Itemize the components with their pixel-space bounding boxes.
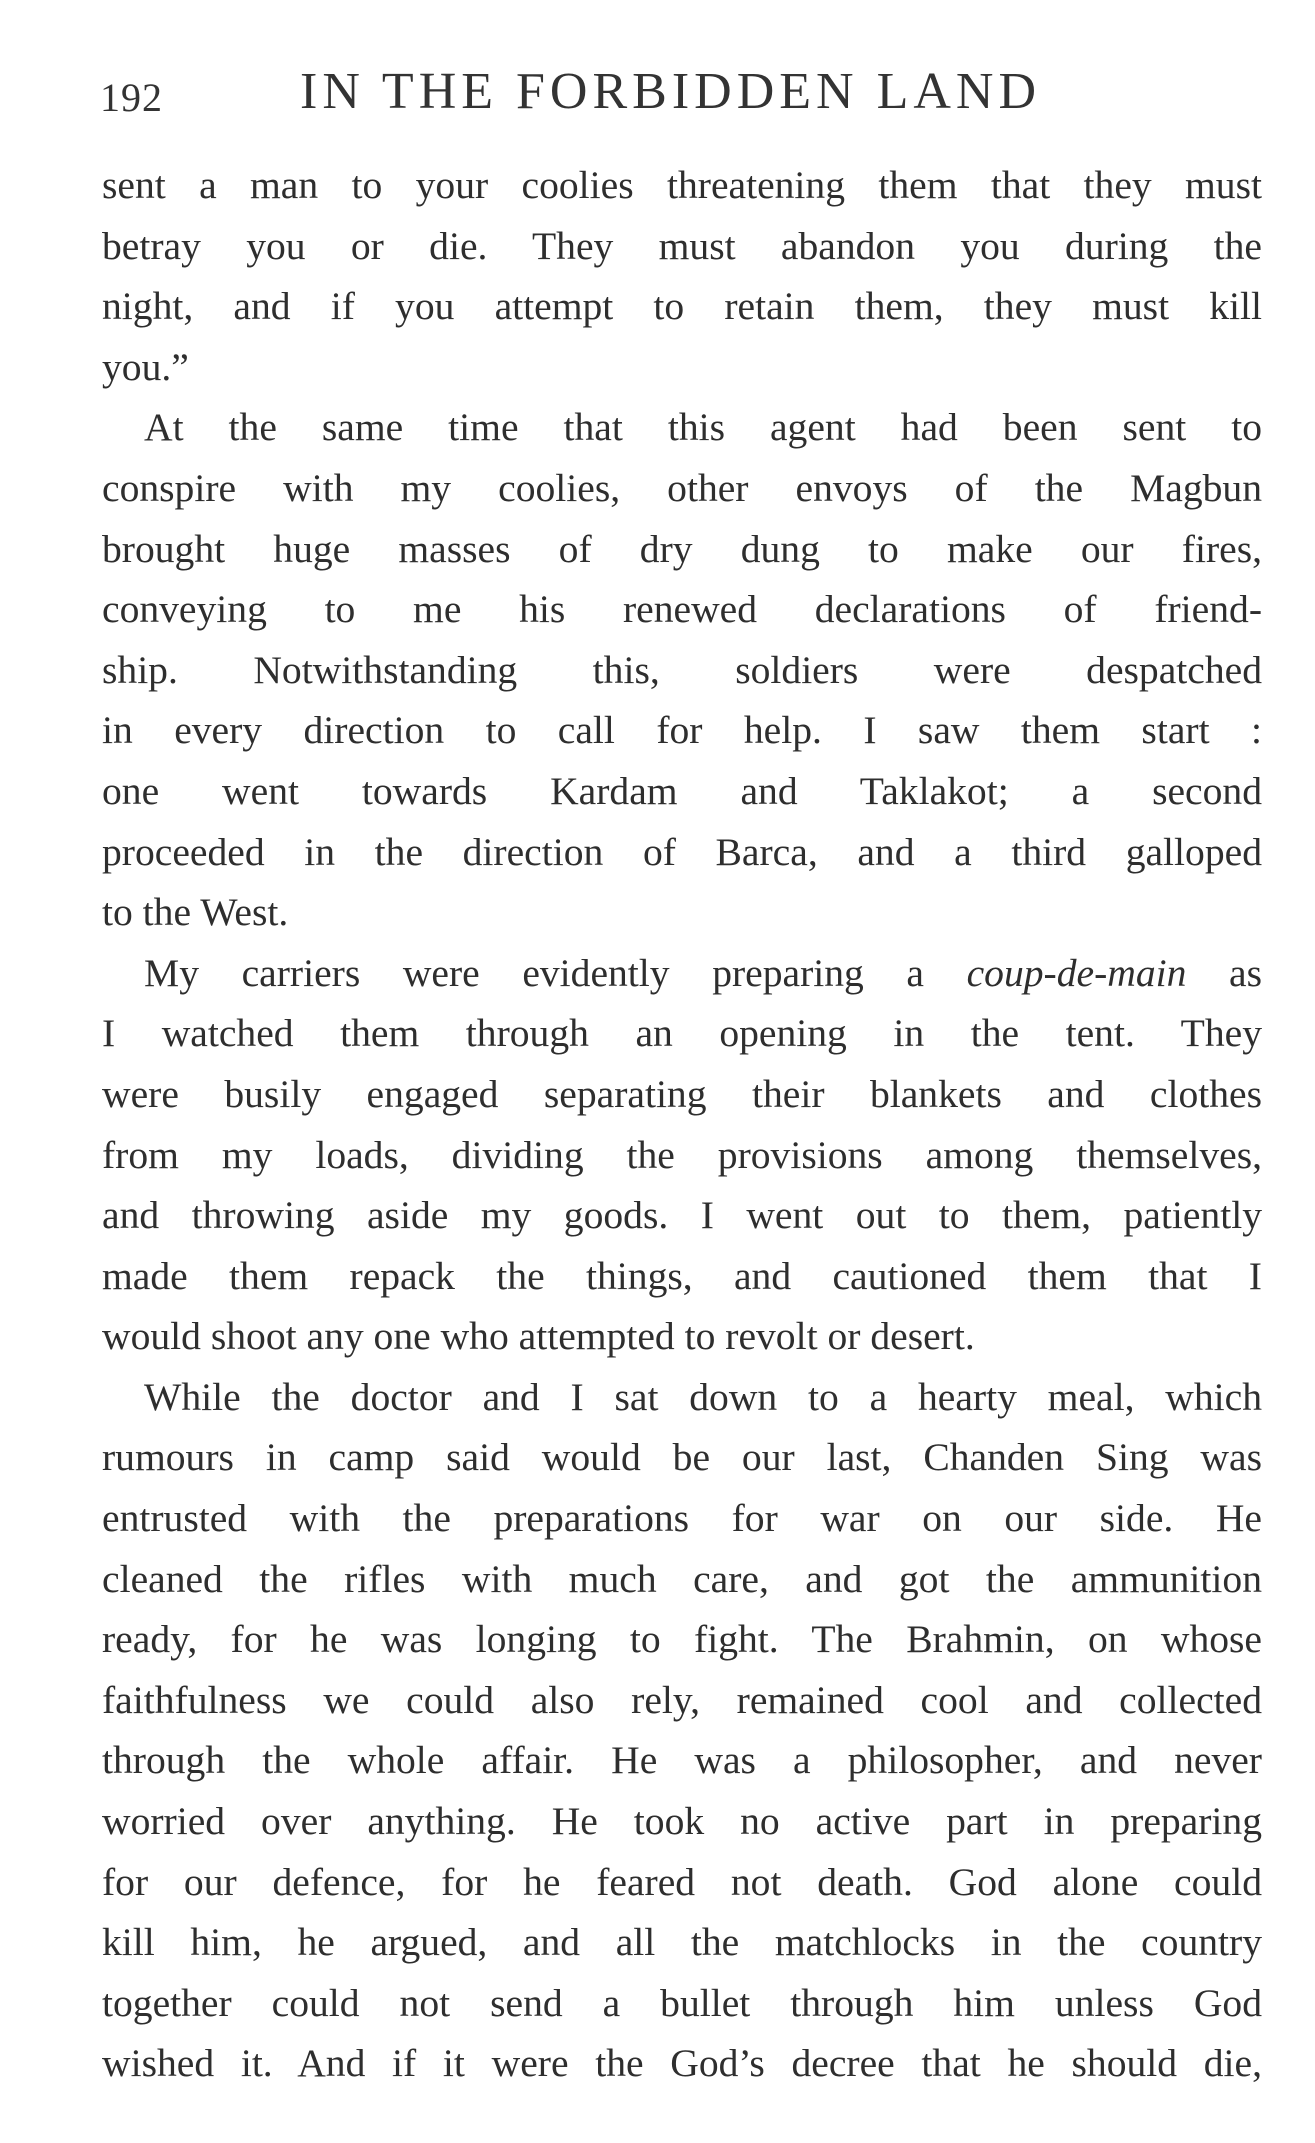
running-title: IN THE FORBIDDEN LAND [300, 63, 1042, 120]
text-line: you.” [102, 344, 189, 389]
text-line: worried over anything. He took no active part in preparing [102, 1799, 1262, 1844]
text-line: through the whole affair. He was a philosopher, and never [102, 1738, 1262, 1783]
page-number: 192 [100, 75, 163, 120]
paragraph [102, 397, 1262, 942]
text-line: rumours in camp said would be our last, Chanden Sing was [102, 1435, 1262, 1480]
text-line: in every direction to call for help. I saw them start : [102, 708, 1262, 753]
text-line: and throwing aside my goods. I went out to them, patiently [102, 1193, 1262, 1238]
text-line: were busily engaged separating their blankets and clothes [102, 1071, 1262, 1116]
text-line: for our defence, for he feared not death. God alone could [102, 1859, 1262, 1904]
text-line: ready, for he was longing to fight. The Brahmin, on whose [102, 1617, 1262, 1662]
text-line: would shoot any one who attempted to revolt or desert. [102, 1314, 975, 1359]
text-line: While the doctor and I sat down to a hearty meal, which [144, 1374, 1262, 1419]
text-line: At the same time that this agent had been sent to [144, 405, 1262, 450]
text-line: together could not send a bullet through him unless God [102, 1980, 1262, 2025]
text-line: from my loads, dividing the provisions among themselves, [102, 1132, 1262, 1177]
paragraph [102, 1367, 1262, 2094]
text-line: faithfulness we could also rely, remained cool and collected [102, 1677, 1262, 1722]
text-line: ship. Notwithstanding this, soldiers were despatched [102, 647, 1262, 692]
text-line: conspire with my coolies, other envoys of the Magbun [102, 465, 1262, 510]
text-line: proceeded in the direction of Barca, and a third galloped [102, 829, 1262, 874]
text-fragment: as [1186, 950, 1262, 995]
text-line: one went towards Kardam and Taklakot; a second [102, 768, 1262, 813]
page-header [100, 62, 1280, 132]
paragraph [102, 943, 1262, 1367]
text-line: cleaned the rifles with much care, and got the ammunition [102, 1556, 1262, 1601]
paragraph [102, 155, 1262, 397]
text-fragment: My carriers were evidently preparing a [144, 950, 967, 995]
text-line: to the West. [102, 890, 289, 935]
text-line: brought huge masses of dry dung to make our fires, [102, 526, 1262, 571]
text-line: wished it. And if it were the God’s decree that he should die, [102, 2041, 1262, 2086]
text-line: made them repack the things, and cautioned them that I [102, 1253, 1262, 1298]
body-text [102, 155, 1262, 2094]
text-line: betray you or die. They must abandon you during the [102, 223, 1262, 268]
italic-phrase: coup-de-main [966, 950, 1187, 995]
text-line: entrusted with the preparations for war on our side. He [102, 1496, 1262, 1541]
text-line: kill him, he argued, and all the matchlocks in the country [102, 1920, 1262, 1965]
text-line: sent a man to your coolies threatening them that they must [102, 163, 1262, 207]
text-line: conveying to me his renewed declarations of friend- [102, 587, 1262, 632]
text-line [102, 943, 1262, 1004]
text-line: night, and if you attempt to retain them, they must kill [102, 284, 1262, 329]
text-line: I watched them through an opening in the tent. They [102, 1011, 1262, 1056]
